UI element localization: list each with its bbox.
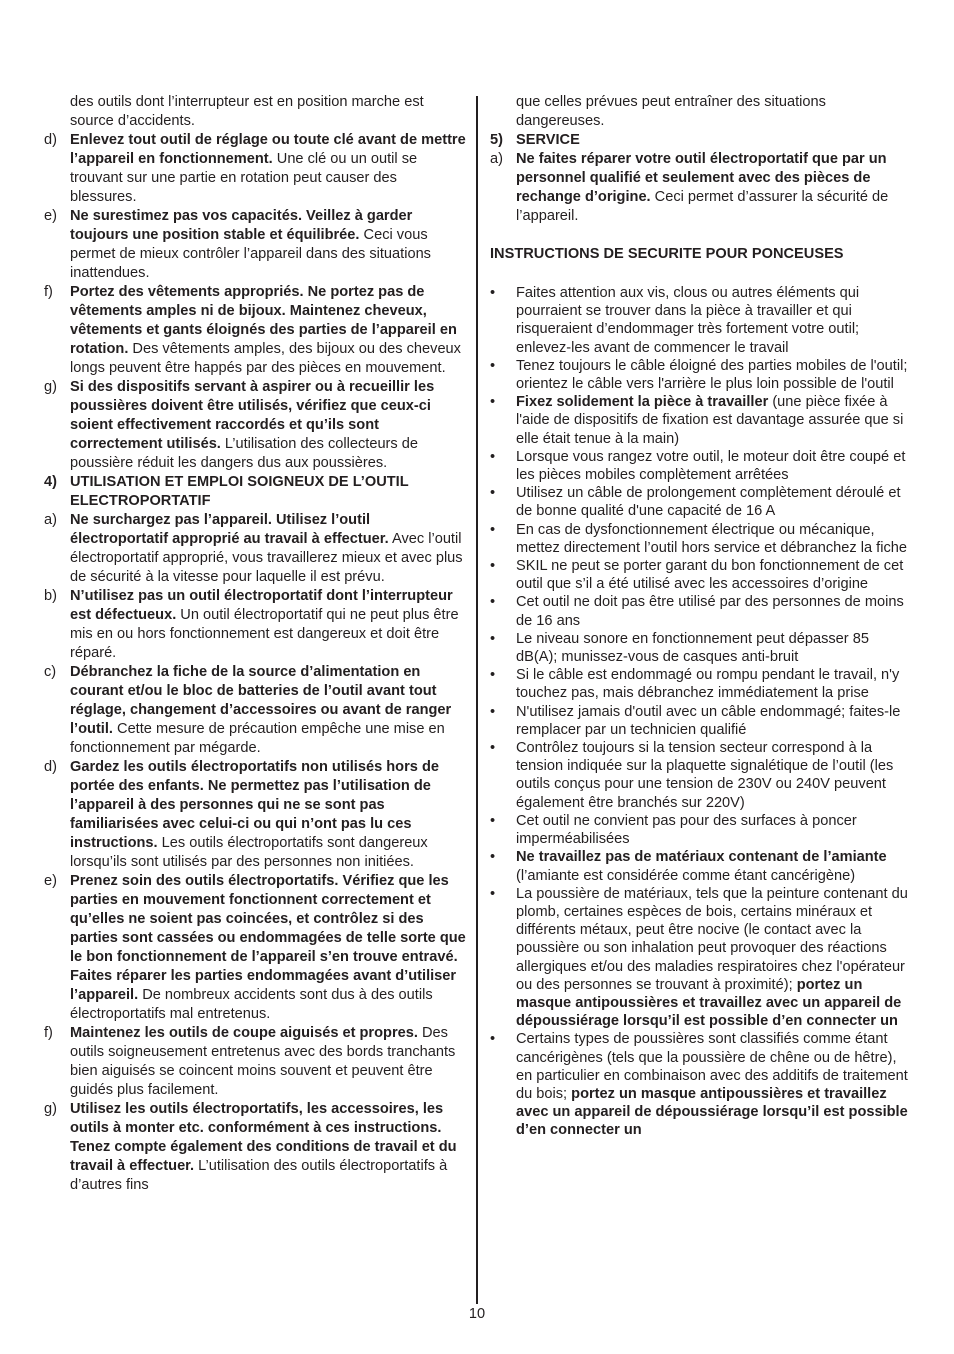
bullet-text (516, 284, 910, 357)
bullet-item (490, 848, 910, 884)
bullet-plain-text: (l’amiante est considérée comme étant cancérigène) (516, 867, 856, 884)
instruction-item (44, 1100, 466, 1195)
section-number: 5) (490, 132, 503, 148)
item-plain-text: Des outils soigneusement entretenus avec des bords tranchants bien aiguisés se coincent moins souvent et peuvent être guidés plus facilement. (70, 1025, 456, 1098)
item-text (70, 663, 466, 758)
bullet-item (490, 666, 910, 702)
bullet-marker: • (490, 703, 496, 720)
bullet-text (516, 666, 910, 702)
bullet-item (490, 593, 910, 629)
bullet-bold-text: Fixez solidement la pièce à travailler (516, 394, 769, 411)
section-heading-5 (490, 131, 910, 150)
right-column (490, 93, 910, 1140)
bullet-plain-text: Lorsque vous rangez votre outil, le moteur doit être coupé et les pièces mobiles complètement arrêtées (516, 448, 906, 484)
item-text (516, 150, 910, 226)
bullet-item (490, 521, 910, 557)
item-plain-text: Ceci vous permet de mieux contrôler l’appareil dans des situations inattendues. (70, 227, 431, 281)
item-text (70, 758, 466, 872)
item-plain-text: Les outils électroportatifs sont dangereux lorsqu’ils sont utilisés par des personnes non initiées. (70, 835, 428, 870)
bullet-plain-text: Cet outil ne convient pas pour des surfaces à poncer imperméabilisées (516, 812, 857, 848)
instruction-item (44, 663, 466, 758)
bullet-marker: • (490, 558, 496, 575)
item-label: c) (44, 664, 57, 680)
bullet-text (516, 521, 910, 557)
bullet-item (490, 448, 910, 484)
section-heading-4 (44, 473, 466, 511)
bullet-marker: • (490, 630, 496, 647)
instruction-item (44, 131, 466, 207)
bullet-item (490, 703, 910, 739)
bullet-text (516, 484, 910, 520)
bullet-bold-text: Ne travaillez pas de matériaux contenant de l’amiante (516, 849, 887, 866)
continued-paragraph: que celles prévues peut entraîner des situations dangereuses. (516, 94, 826, 129)
instruction-item (44, 511, 466, 587)
item-label: g) (44, 1101, 57, 1117)
item-bold-text: Utilisez les outils électroportatifs, les accessoires, les outils à monter etc. conformément à ces instructions. Tenez compte également des conditions de travail et du travail à effectuer. (70, 1101, 457, 1174)
item-text (70, 131, 466, 207)
bullet-plain-text: En cas de dysfonctionnement électrique ou mécanique, mettez directement l’outil hors service et débranchez la fiche (516, 521, 907, 556)
item-text (70, 872, 466, 1024)
continued-paragraph: des outils dont l’interrupteur est en position marche est source d’accidents. (70, 94, 424, 129)
instruction-list (44, 131, 466, 473)
instruction-item (44, 207, 466, 283)
bullet-plain-text: Certains types de poussières sont classifiés comme étant cancérigènes (tels que la poussière de chêne ou de hêtre), en particulier en combinaison avec des additifs de traitement du bois; (516, 1031, 908, 1102)
bullet-text (516, 812, 910, 848)
bullet-plain-text: La poussière de matériaux, tels que la peinture contenant du plomb, certaines espèces de bois, certains minéraux et différents métaux, peut être nocive (le contact avec la poussière ou son inhalation peut provoquer des réactions allergiques et/ou des maladies respiratoires chez l'opérateur ou des personnes se trouvant à proximité); (516, 885, 908, 993)
instruction-list (44, 511, 466, 1195)
bullet-item (490, 630, 910, 666)
instruction-item (44, 758, 466, 872)
item-plain-text: Un outil électroportatif qui ne peut plus être mis en ou hors fonctionnement est dangereux et doit être réparé. (70, 607, 459, 661)
bullet-plain-text: Le niveau sonore en fonctionnement peut dépasser 85 dB(A); munissez-vous de casques anti-bruit (516, 630, 869, 666)
bullet-plain-text: N'utilisez jamais d'outil avec un câble endommagé; faites-le remplacer par un technicien qualifié (516, 703, 901, 738)
bullet-marker: • (490, 521, 496, 538)
bullet-bold-text: portez un masque antipoussières et travaillez avec un appareil de dépoussiérage lorsqu’il est possible d’en connecter un (516, 976, 902, 1030)
instruction-item (44, 283, 466, 378)
item-text (70, 511, 466, 587)
item-bold-text: Gardez les outils électroportatifs non utilisés hors de portée des enfants. Ne permettez pas l’utilisation de l’appareil à des personnes qui ne se sont pas familiarisées avec celui-ci ou qui n’ont pas lu ces instructions. (70, 759, 439, 851)
item-text (70, 587, 466, 663)
bullet-item (490, 484, 910, 520)
item-label: b) (44, 588, 57, 604)
section-title: UTILISATION ET EMPLOI SOIGNEUX DE L’OUTIL ELECTROPORTATIF (70, 474, 409, 509)
bullet-marker: • (490, 485, 496, 502)
bullet-plain-text: Utilisez un câble de prolongement complètement déroulé et de bonne qualité d'une capacité de 16 A (516, 485, 901, 520)
bullet-marker: • (490, 667, 496, 684)
item-plain-text: Cette mesure de précaution empêche une mise en fonctionnement par mégarde. (70, 721, 445, 756)
instruction-item (44, 1024, 466, 1100)
item-text (70, 378, 466, 473)
item-bold-text: Ne faites réparer votre outil électroportatif que par un personnel qualifié et seulement avec des pièces de rechange d’origine. (516, 151, 887, 205)
bullet-item (490, 885, 910, 1031)
instruction-item (490, 150, 910, 226)
item-label: a) (44, 512, 57, 528)
item-plain-text: L’utilisation des collecteurs de poussière réduit les dangers dus aux poussières. (70, 436, 419, 471)
item-bold-text: Maintenez les outils de coupe aiguisés et propres. (70, 1025, 418, 1041)
item-bold-text: Prenez soin des outils électroportatifs. Vérifiez que les parties en mouvement fonctionnent correctement et qu’elles ne soient pas coincées, et contrôlez si des parties sont cassées ou endommagées de telle sorte que le bon fonctionnement de l’appareil s’en trouve entravé. Faites réparer les parties endommagées avant d’utiliser l’appareil. (70, 873, 466, 1003)
bullet-item (490, 393, 910, 448)
bullet-plain-text: Si le câble est endommagé ou rompu pendant le travail, n'y touchez pas, mais débranchez immédiatement la prise (516, 667, 900, 702)
item-label: e) (44, 208, 57, 224)
bullet-plain-text: Cet outil ne doit pas être utilisé par des personnes de moins de 16 ans (516, 594, 904, 629)
item-label: a) (490, 151, 503, 167)
bullet-item (490, 284, 910, 357)
bullet-marker: • (490, 885, 496, 902)
item-label: f) (44, 1025, 53, 1041)
bullet-marker: • (490, 740, 496, 757)
bullet-marker: • (490, 394, 496, 411)
item-bold-text: Portez des vêtements appropriés. Ne portez pas de vêtements amples ni de bijoux. Maintenez cheveux, vêtements et gants éloignés des parties de l’appareil en rotation. (70, 284, 457, 357)
item-plain-text: Avec l’outil électroportatif approprié, vous travaillerez mieux et avec plus de sécurité à la vitesse pour laquelle il est prévu. (70, 531, 463, 585)
bullet-marker: • (490, 594, 496, 611)
bullet-list (490, 284, 910, 1140)
page-number: 10 (468, 1306, 486, 1322)
bullet-text (516, 357, 910, 393)
item-plain-text: Ceci permet d’assurer la sécurité de l’appareil. (516, 189, 889, 224)
bullet-marker: • (490, 849, 496, 866)
bullet-plain-text: (une pièce fixée à l'aide de dispositifs de fixation est davantage assurée que si elle était tenue à la main) (516, 394, 904, 447)
item-bold-text: Si des dispositifs servant à aspirer ou à recueillir les poussières doivent être utilisés, vérifiez que ceux-ci soient effectivement raccordés et qu’ils sont correctement utilisés. (70, 379, 435, 452)
bullet-text (516, 393, 910, 448)
bullet-plain-text: Contrôlez toujours si la tension secteur correspond à la tension indiquée sur la plaquette signalétique de l’outil (les outils conçus pour une tension de 230V ou 240V peuvent également être branchés sur 220V) (516, 740, 894, 811)
item-label: g) (44, 379, 57, 395)
bullet-text (516, 557, 910, 593)
safety-heading: INSTRUCTIONS DE SECURITE POUR PONCEUSES (490, 246, 844, 262)
item-label: f) (44, 284, 53, 300)
bullet-plain-text: SKIL ne peut se porter garant du bon fonctionnement de cet outil que s’il a été utilisé avec les accessoires d’origine (516, 558, 904, 593)
instruction-item (44, 378, 466, 473)
bullet-item (490, 557, 910, 593)
bullet-item (490, 357, 910, 393)
bullet-text (516, 448, 910, 484)
bullet-plain-text: Tenez toujours le câble éloigné des parties mobiles de l'outil; orientez le câble vers l'arrière le plus loin possible de l'outil (516, 357, 908, 393)
bullet-item (490, 1030, 910, 1139)
bullet-text (516, 593, 910, 629)
item-bold-text: Ne surestimez pas vos capacités. Veillez à garder toujours une position stable et équilibrée. (70, 208, 413, 243)
item-text (70, 1100, 466, 1195)
item-bold-text: Ne surchargez pas l’appareil. Utilisez l’outil électroportatif approprié au travail à effectuer. (70, 512, 389, 547)
item-label: e) (44, 873, 57, 889)
item-text (70, 207, 466, 283)
section-number: 4) (44, 474, 57, 490)
bullet-item (490, 812, 910, 848)
instruction-item (44, 872, 466, 1024)
bullet-marker: • (490, 812, 496, 829)
bullet-text (516, 885, 910, 1031)
left-column (44, 93, 466, 1195)
item-text (70, 1024, 466, 1100)
item-plain-text: L’utilisation des outils électroportatifs à d’autres fins (70, 1158, 448, 1193)
item-plain-text: Des vêtements amples, des bijoux ou des cheveux longs peuvent être happés par des pièces en mouvement. (70, 341, 461, 376)
item-bold-text: Débranchez la fiche de la source d’alimentation en courant et/ou le bloc de batteries de l’outil avant tout réglage, changement d’accessoires ou avant de ranger l’outil. (70, 664, 452, 737)
item-plain-text: De nombreux accidents sont dus à des outils électroportatifs mal entretenus. (70, 987, 433, 1022)
bullet-text (516, 739, 910, 812)
item-label: d) (44, 759, 57, 775)
bullet-bold-text: portez un masque antipoussières et travaillez avec un appareil de dépoussiérage lorsqu’il est possible d’en connecter un (516, 1085, 908, 1139)
item-bold-text: Enlevez tout outil de réglage ou toute clé avant de mettre l’appareil en fonctionnement. (70, 132, 466, 167)
item-label: d) (44, 132, 57, 148)
bullet-marker: • (490, 1031, 496, 1048)
bullet-text (516, 703, 910, 739)
bullet-text (516, 848, 910, 884)
column-divider (476, 96, 478, 1304)
bullet-marker: • (490, 285, 496, 301)
section-title: SERVICE (516, 132, 580, 148)
bullet-marker: • (490, 357, 496, 374)
bullet-item (490, 739, 910, 812)
item-bold-text: N’utilisez pas un outil électroportatif dont l’interrupteur est défectueux. (70, 588, 453, 623)
bullet-plain-text: Faites attention aux vis, clous ou autres éléments qui pourraient se trouver dans la pièce à travailler et qui risqueraient d’endommager très fortement votre outil; enlevez-les avant de commencer le travail (516, 285, 860, 356)
item-plain-text: Une clé ou un outil se trouvant sur une partie en rotation peut causer des blessures. (70, 151, 418, 205)
bullet-text (516, 1030, 910, 1139)
instruction-item (44, 587, 466, 663)
bullet-marker: • (490, 448, 496, 465)
item-text (70, 283, 466, 378)
bullet-text (516, 630, 910, 666)
